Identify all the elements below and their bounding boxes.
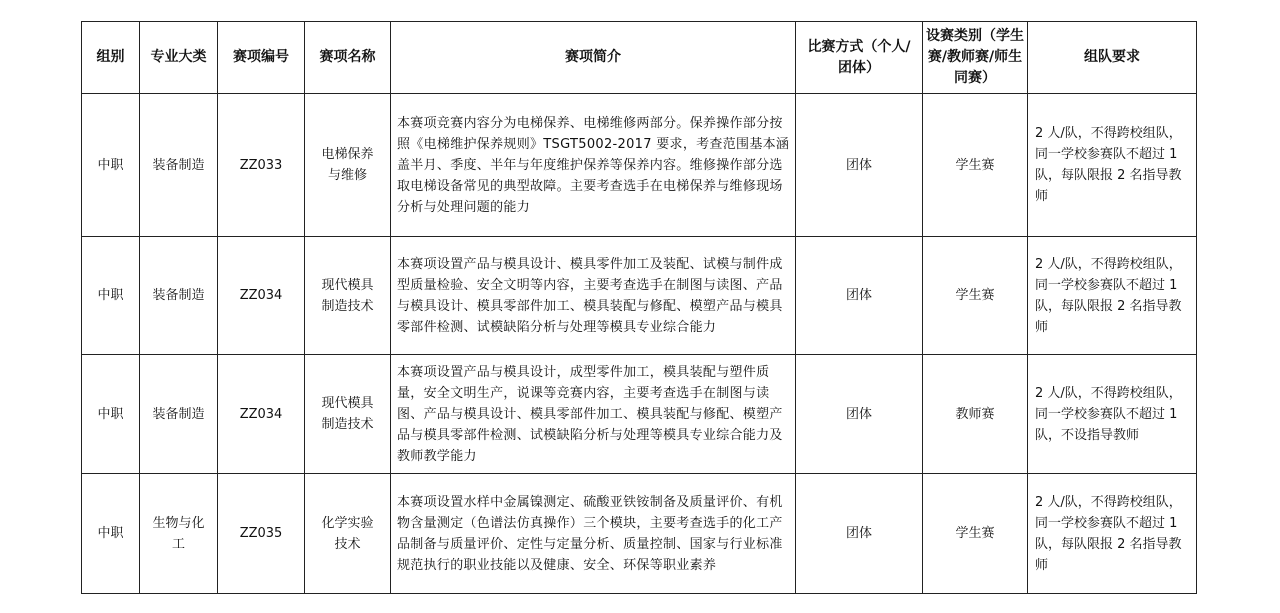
table-row [82, 474, 1197, 594]
intro-text: 本赛项设置产品与模具设计、模具零件加工及装配、试模与制件成型质量检验、安全文明等内容，主要考查选手在制图与读图、产品与模具设计、模具零部件加工、模具装配与修配、模塑产品与模具零部件检测、试模缺陷分析与处理等模具专业综合能力 [397, 256, 783, 335]
event-name-text: 现代模具制造技术 [321, 396, 374, 432]
header-category [923, 22, 1028, 94]
table-row [82, 94, 1197, 237]
cell-team-req [1028, 474, 1197, 594]
cell-group: 中职 [82, 355, 140, 474]
cell-event-name [305, 474, 391, 594]
header-row [82, 22, 1197, 94]
team-req-text: 2 人/队，不得跨校组队，同一学校参赛队不超过 1 队，每队限报 2 名指导教师 [1035, 126, 1182, 204]
competition-table [81, 21, 1197, 594]
header-intro: 赛项简介 [391, 22, 796, 94]
cell-mode: 团体 [796, 94, 923, 237]
table-row [82, 237, 1197, 355]
header-group: 组别 [82, 22, 140, 94]
cell-intro [391, 94, 796, 237]
table-row [82, 355, 1197, 474]
team-req-text: 2 人/队，不得跨校组队，同一学校参赛队不超过 1 队，不设指导教师 [1035, 385, 1182, 443]
cell-event-code: ZZ034 [218, 237, 305, 355]
cell-team-req [1028, 355, 1197, 474]
cell-team-req [1028, 94, 1197, 237]
cell-major-category: 装备制造 [140, 237, 218, 355]
cell-category: 教师赛 [923, 355, 1028, 474]
cell-category: 学生赛 [923, 94, 1028, 237]
event-name-text: 电梯保养与维修 [321, 147, 374, 183]
cell-mode: 团体 [796, 355, 923, 474]
cell-event-code: ZZ034 [218, 355, 305, 474]
cell-intro [391, 355, 796, 474]
cell-group: 中职 [82, 474, 140, 594]
cell-major-category: 装备制造 [140, 355, 218, 474]
cell-major-category [140, 474, 218, 594]
header-event-name: 赛项名称 [305, 22, 391, 94]
intro-text: 本赛项竞赛内容分为电梯保养、电梯维修两部分。保养操作部分按照《电梯维护保养规则》TSGT5002-2017 要求，考查范围基本涵盖半月、季度、半年与年度维护保养等保养内容。维修操作部分选取电梯设备常见的典型故障。主要考查选手在电梯保养与维修现场分析与处理问题的能力 [397, 115, 790, 215]
cell-intro [391, 474, 796, 594]
cell-mode: 团体 [796, 474, 923, 594]
cell-event-code: ZZ033 [218, 94, 305, 237]
major-category-text: 生物与化工 [152, 515, 205, 552]
event-name-text: 化学实验技术 [321, 515, 374, 552]
header-mode [796, 22, 923, 94]
cell-event-name [305, 94, 391, 237]
intro-text: 本赛项设置产品与模具设计，成型零件加工，模具装配与塑件质量，安全文明生产，说课等竞赛内容，主要考查选手在制图与读图、产品与模具设计、模具零部件加工、模具装配与修配、模塑产品与模具零部件检测、试模缺陷分析与处理等模具专业综合能力及教师教学能力 [397, 364, 783, 464]
team-req-text: 2 人/队，不得跨校组队，同一学校参赛队不超过 1 队，每队限报 2 名指导教师 [1035, 494, 1182, 573]
header-team-req: 组队要求 [1028, 22, 1197, 94]
cell-team-req [1028, 237, 1197, 355]
cell-category: 学生赛 [923, 237, 1028, 355]
header-mode-text: 比赛方式（个人/团体） [807, 38, 911, 76]
cell-event-name [305, 237, 391, 355]
header-event-code: 赛项编号 [218, 22, 305, 94]
intro-text: 本赛项设置水样中金属镍测定、硫酸亚铁铵制备及质量评价、有机物含量测定（色谱法仿真操作）三个模块，主要考查选手的化工产品制备与质量评价、定性与定量分析、质量控制、国家与行业标准规范执行的职业技能以及健康、安全、环保等职业素养 [397, 494, 783, 573]
team-req-text: 2 人/队，不得跨校组队，同一学校参赛队不超过 1 队，每队限报 2 名指导教师 [1035, 256, 1182, 335]
cell-event-name [305, 355, 391, 474]
cell-group: 中职 [82, 94, 140, 237]
header-major-category: 专业大类 [140, 22, 218, 94]
header-category-text: 设赛类别（学生赛/教师赛/师生同赛） [926, 28, 1024, 86]
event-name-text: 现代模具制造技术 [321, 277, 374, 314]
cell-event-code: ZZ035 [218, 474, 305, 594]
cell-intro [391, 237, 796, 355]
cell-major-category: 装备制造 [140, 94, 218, 237]
cell-category: 学生赛 [923, 474, 1028, 594]
cell-group: 中职 [82, 237, 140, 355]
cell-mode: 团体 [796, 237, 923, 355]
